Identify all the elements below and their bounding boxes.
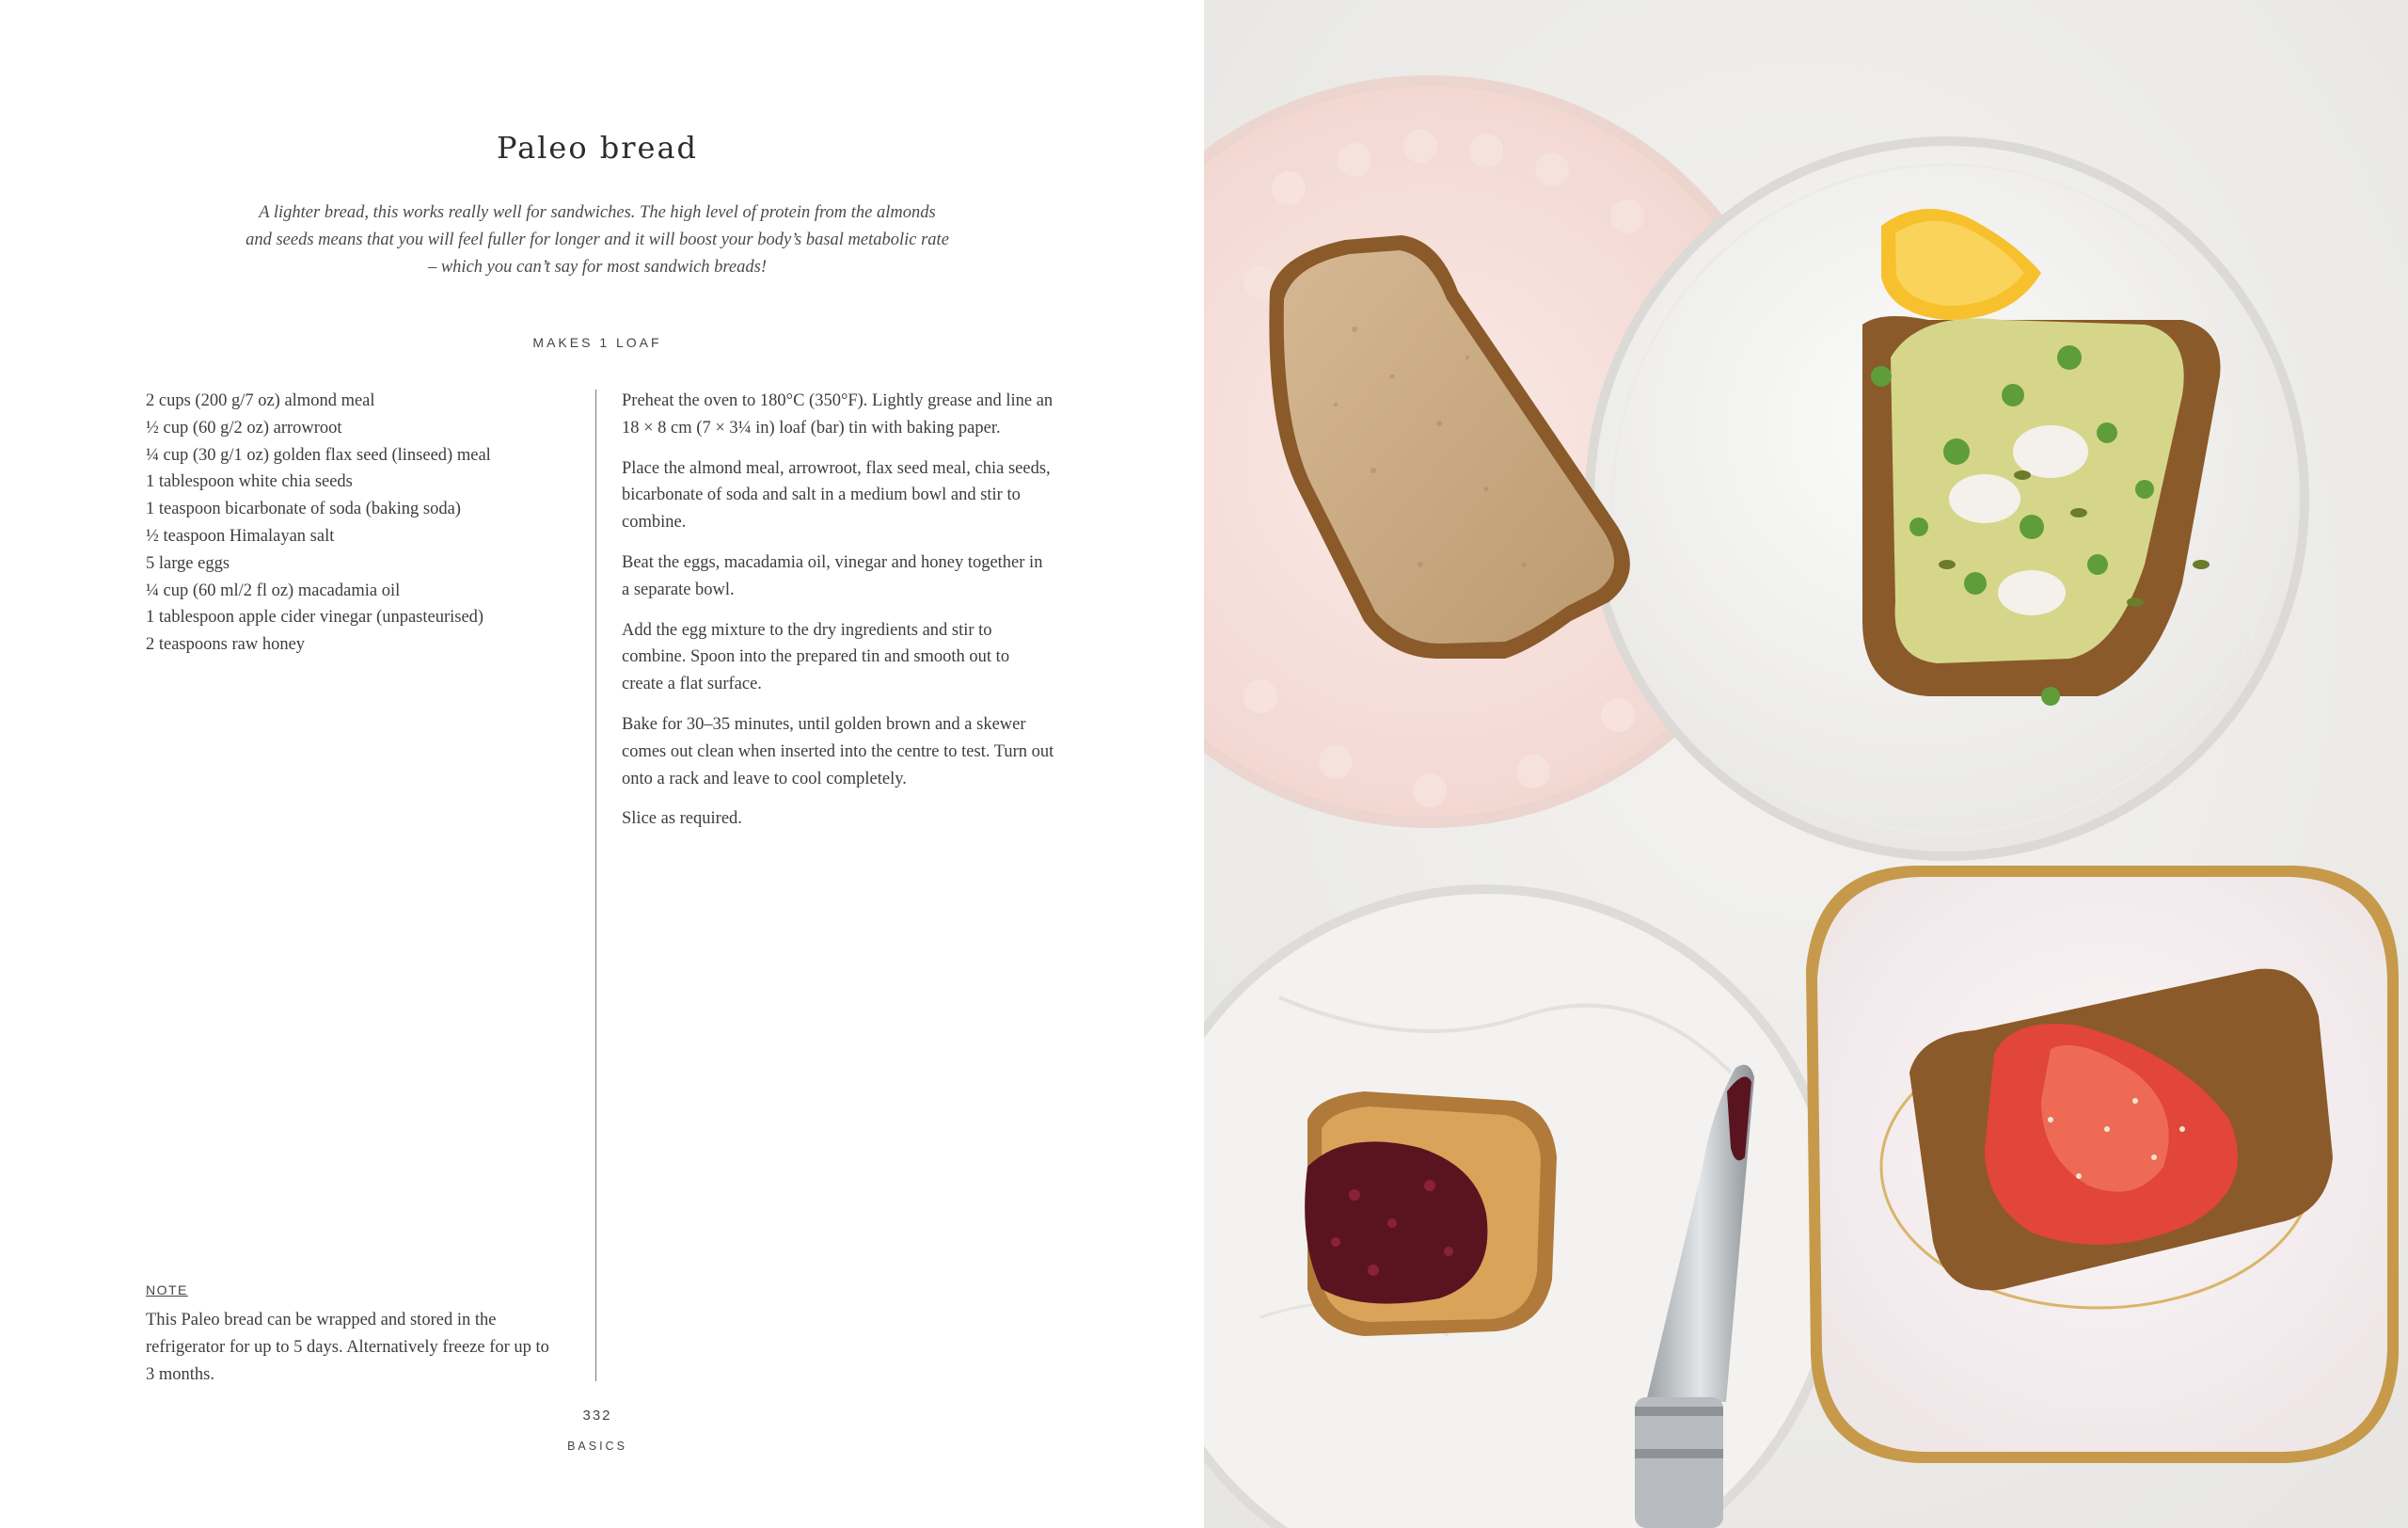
ingredient-item: ¼ cup (30 g/1 oz) golden flax seed (linseed) meal [146,445,491,465]
ingredient-item: 1 tablespoon white chia seeds [146,472,353,492]
section-name: BASICS [567,1440,627,1453]
recipe-title: Paleo bread [496,130,699,166]
method-step: Beat the eggs, macadamia oil, vinegar and honey together in a separate bowl. [622,552,1043,599]
ingredient-list [146,388,560,659]
column-divider [595,390,596,1381]
recipe-yield: MAKES 1 LOAF [532,335,662,350]
note-text: This Paleo bread can be wrapped and stored in the refrigerator for up to 5 days. Alternatively freeze for up to 3 months. [146,1311,549,1384]
jam-toast [1305,1091,1557,1336]
ingredient-item: 2 cups (200 g/7 oz) almond meal [146,391,375,410]
method-steps [622,388,1054,846]
ingredient-item: 1 teaspoon bicarbonate of soda (baking soda) [146,500,461,519]
recipe-intro: A lighter bread, this works really well for sandwiches. The high level of protein from the almonds and seeds means that you will feel fuller for longer and it will boost your body’s basal metabolic rate – which you can’t say for most sandwich breads! [246,203,949,277]
method-step: Add the egg mixture to the dry ingredients and stir to combine. Spoon into the prepared tin and smooth out to create a flat surface. [622,620,1010,694]
food-photo [1204,0,2408,1528]
method-step: Bake for 30–35 minutes, until golden brown and a skewer comes out clean when inserted into the centre to test. Turn out onto a rack and leave to cool completely. [622,714,1054,788]
note-label: NOTE [146,1282,188,1297]
ingredient-item: ¼ cup (60 ml/2 fl oz) macadamia oil [146,581,401,600]
ingredient-item: 5 large eggs [146,553,230,573]
ingredient-item: 1 tablespoon apple cider vinegar (unpasteurised) [146,608,484,628]
ingredient-item: 2 teaspoons raw honey [146,635,306,655]
ingredient-item: ½ cup (60 g/2 oz) arrowroot [146,418,342,438]
ingredient-item: ½ teaspoon Himalayan salt [146,526,335,546]
method-step: Place the almond meal, arrowroot, flax seed meal, chia seeds, bicarbonate of soda and salt in a medium bowl and stir to combine. [622,458,1051,533]
food-photo-illustration [1204,0,2408,1528]
method-step: Preheat the oven to 180°C (350°F). Lightly grease and line an 18 × 8 cm (7 × 3¼ in) loaf (bar) tin with baking paper. [622,391,1054,438]
method-step: Slice as required. [622,809,742,829]
page-number: 332 [582,1408,612,1424]
